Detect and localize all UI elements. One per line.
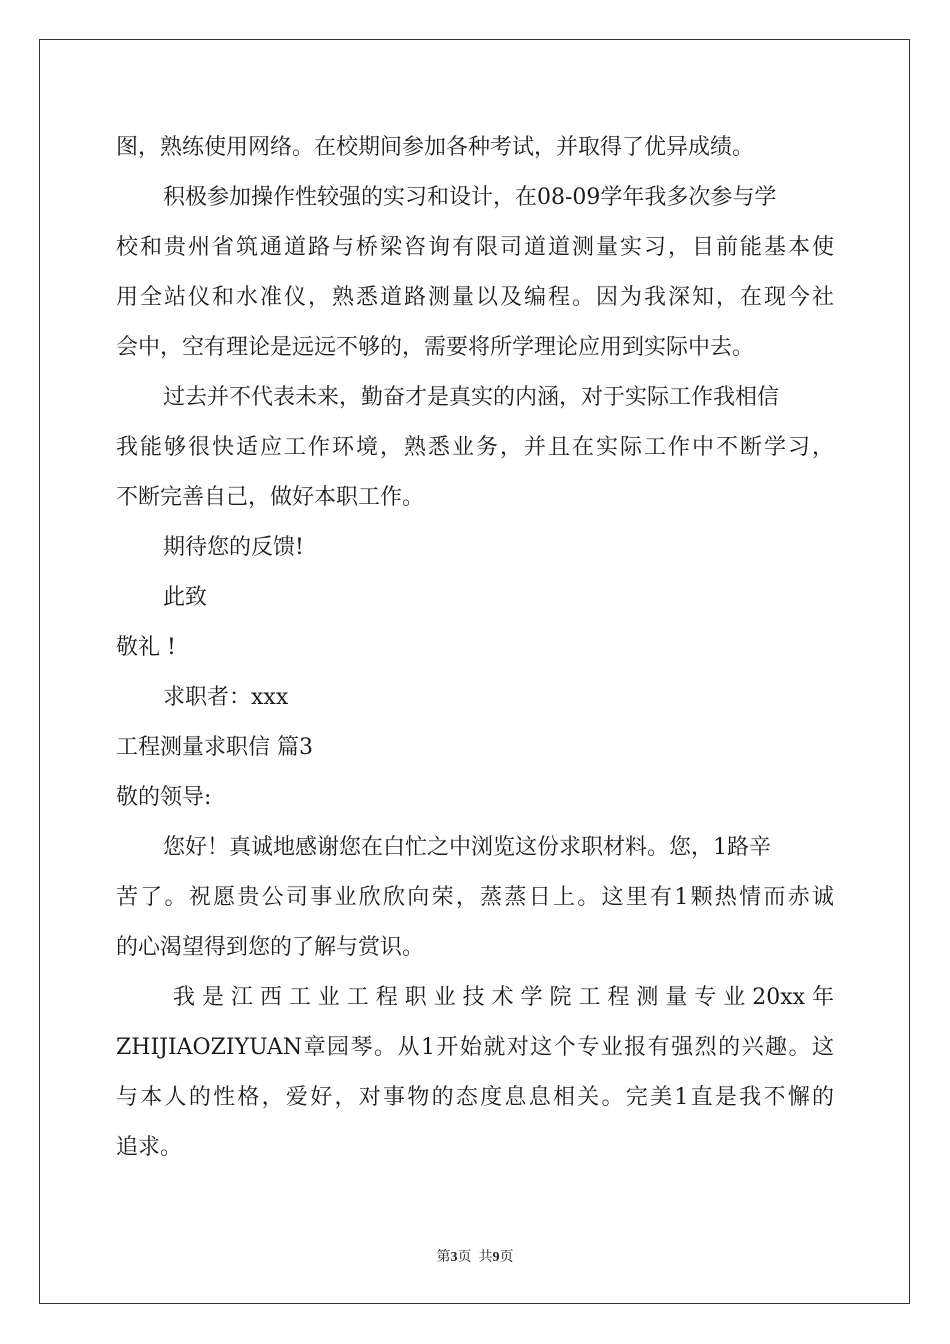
- text-line: 我能够很快适应工作环境，熟悉业务，并且在实际工作中不断学习，: [116, 435, 834, 460]
- text-line: 不断完善自己，做好本职工作。: [116, 485, 425, 510]
- text-line: 我是江西工业工程职业技术学院工程测量专业20xx年: [173, 985, 834, 1010]
- total-pages-number: 9: [492, 1250, 500, 1265]
- footer-prefix: 第: [436, 1250, 451, 1265]
- text-line: 用全站仪和水准仪，熟悉道路测量以及编程。因为我深知，在现今社: [116, 285, 834, 310]
- text-line: 此致: [163, 585, 208, 610]
- text-line: 积极参加操作性较强的实习和设计，在08-09学年我多次参与学: [163, 185, 777, 210]
- text-line: 求职者：xxx: [163, 685, 289, 710]
- footer-suffix: 页: [499, 1250, 514, 1265]
- salutation: 敬的领导:: [116, 785, 212, 810]
- page-footer: [0, 1246, 950, 1266]
- text-line: 会中，空有理论是远远不够的，需要将所学理论应用到实际中去。: [116, 335, 755, 360]
- text-line: 期待您的反馈!: [163, 535, 304, 560]
- text-line: 您好！真诚地感谢您在白忙之中浏览这份求职材料。您，1路辛: [163, 835, 771, 860]
- footer-mid: 页 共: [457, 1250, 493, 1265]
- text-line: 图，熟练使用网络。在校期间参加各种考试，并取得了优异成绩。: [116, 135, 755, 160]
- text-line: 与本人的性格，爱好，对事物的态度息息相关。完美1直是我不懈的: [116, 1085, 834, 1110]
- text-line: 校和贵州省筑通道路与桥梁咨询有限司道道测量实习，目前能基本使: [116, 235, 834, 260]
- text-line: 追求。: [116, 1135, 183, 1160]
- text-line: ZHIJIAOZIYUAN章园琴。从1开始就对这个专业报有强烈的兴趣。这: [116, 1035, 834, 1060]
- text-line: 敬礼 !: [116, 635, 176, 660]
- text-line: 苦了。祝愿贵公司事业欣欣向荣，蒸蒸日上。这里有1颗热情而赤诚: [116, 885, 834, 910]
- text-line: 过去并不代表未来，勤奋才是真实的内涵，对于实际工作我相信: [163, 385, 780, 410]
- text-line: 的心渴望得到您的了解与赏识。: [116, 935, 425, 960]
- current-page-number: 3: [450, 1250, 458, 1265]
- section-heading: 工程测量求职信 篇3: [116, 735, 313, 760]
